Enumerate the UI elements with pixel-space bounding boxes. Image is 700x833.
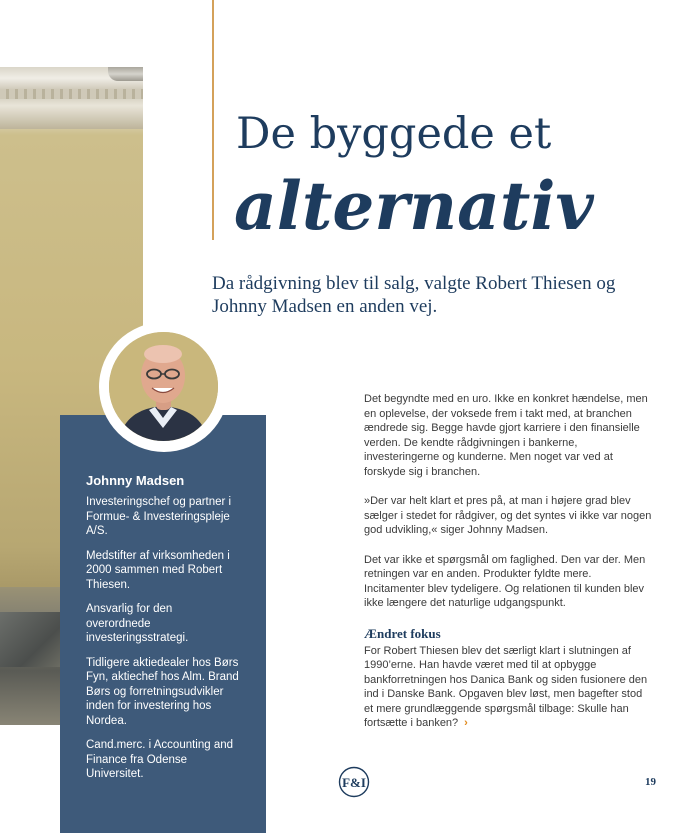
accent-line <box>212 0 214 240</box>
section-text: For Robert Thiesen blev det særligt klart i slutningen af 1990’erne. Han havde været med til at opbygge bankforretningen hos Danica Bank og siden fusionere den ind i Danske Bank. Opgaven blev løst, men bagefter stod et mere grundlæggende spørgsmål tilbage: Skulle han fortsætte i banken? <box>364 644 648 730</box>
continue-arrow-icon[interactable]: › <box>464 717 468 730</box>
portrait-photo <box>109 332 218 441</box>
drain-pipe <box>108 67 143 81</box>
subheadline: Da rådgivning blev til salg, valgte Robert Thiesen og Johnny Madsen en anden vej. <box>212 273 616 317</box>
profile-item: Cand.merc. i Accounting and Finance fra Odense Universitet. <box>86 739 234 780</box>
headline-line-1: De byggede et <box>236 109 552 159</box>
profile-item: Medstifter af virksomheden i 2000 sammen med Robert Thiesen. <box>86 549 230 591</box>
building-molding <box>0 89 143 99</box>
profile-item: Investeringschef og partner i Formue- & Investeringspleje A/S. <box>86 496 232 537</box>
fi-logo <box>338 766 370 798</box>
article-paragraph: Det var ikke et spørgsmål om faglighed. Den var der. Men retningen var en anden. Produkter fyldte mere. Incitamenter blev tydeligere. Og relationen til kunden blev ikke længere det naturlige udgangspunkt. <box>364 553 646 610</box>
logo-text: F&I <box>342 775 366 790</box>
article-paragraph: »Der var helt klart et pres på, at man i højere grad blev sælger i stedet for rådgiver, og det syntes vi ikke var nogen god udvikling,« siger Johnny Madsen. <box>364 495 652 537</box>
profile-name: Johnny Madsen <box>86 473 185 488</box>
headline-line-2: alternativ <box>234 167 594 245</box>
article-paragraph: Det begyndte med en uro. Ikke en konkret hændelse, men en oplevelse, der voksede frem i takt med, at branchen ændrede sig. Begge havde gjort karriere i den finansielle verden. De kendte rådgivningen i bankerne, investeringerne og kunderne. Men noget var ved at forskyde sig i branchen. <box>364 393 648 478</box>
article-body <box>364 392 652 746</box>
section-heading: Ændret fokus <box>364 625 441 641</box>
profile-item: Tidligere aktiedealer hos Børs Fyn, aktiechef hos Alm. Brand Børs og forretningsudvikler inden for investering hos Nordea. <box>86 656 239 727</box>
profile-sidebar <box>60 415 266 833</box>
article-paragraph <box>364 644 652 732</box>
profile-item: Ansvarlig for den overordnede investeringsstrategi. <box>86 603 189 644</box>
page-number: 19 <box>645 776 656 788</box>
